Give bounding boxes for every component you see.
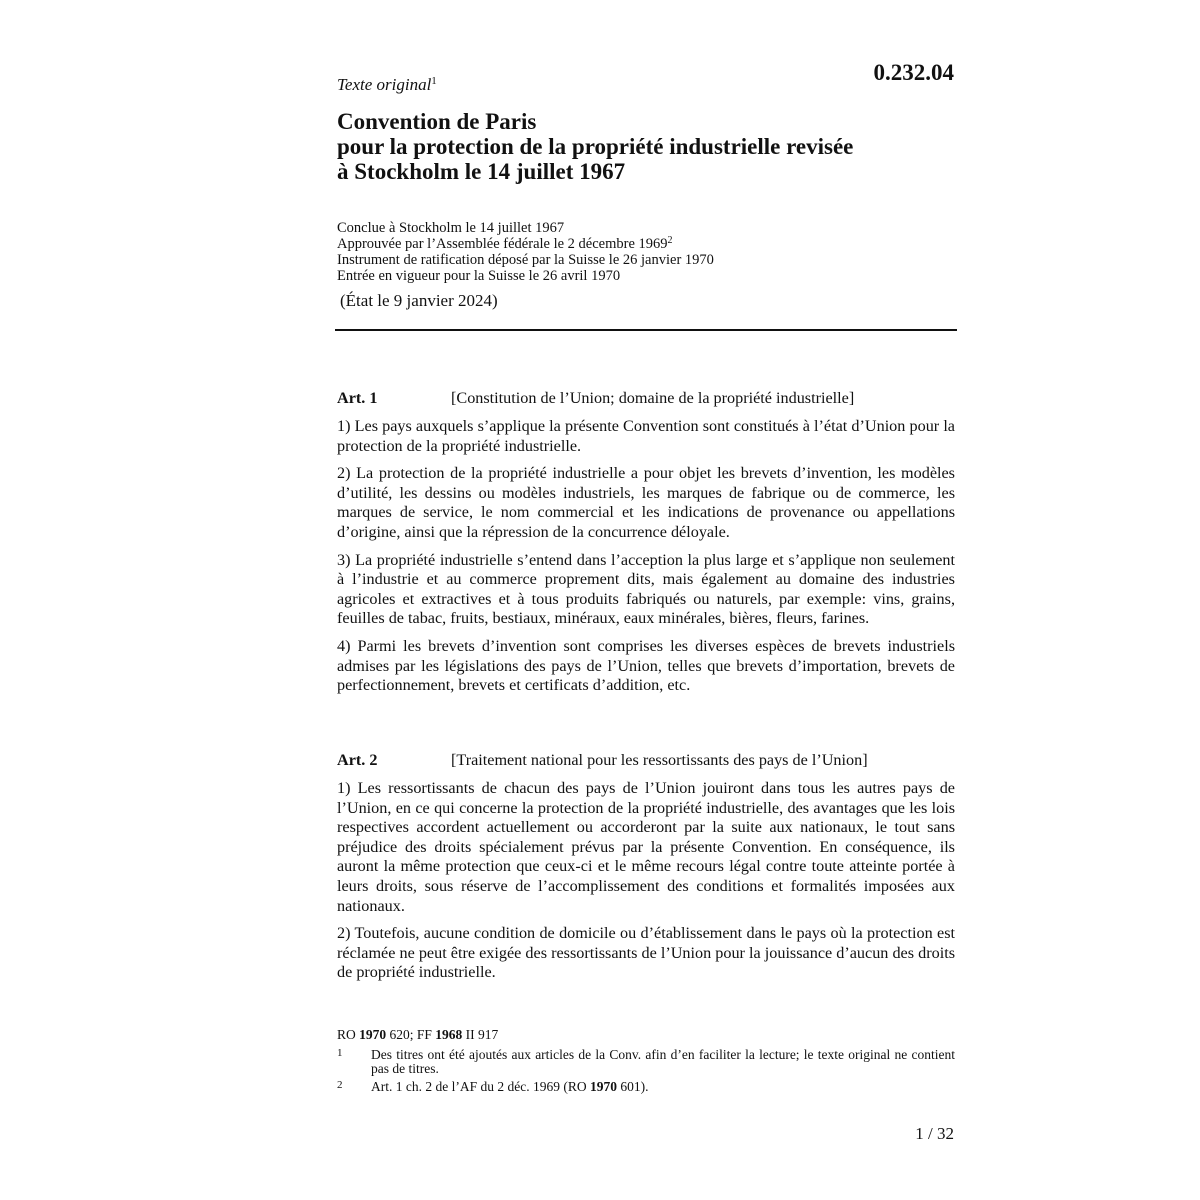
title-line-1: Convention de Paris	[337, 109, 537, 134]
footnote-1	[337, 1048, 955, 1077]
article-heading	[337, 751, 955, 773]
article-paragraph: 3) La propriété industrielle s’entend dans l’acception la plus large et s’applique non seulement à l’industrie et au commerce proprement dits, mais également au domaine des industries agricoles et extractives et à tous produits fabriqués ou naturels, par exemple: vins, grains, feuilles de tabac, fruits, bestiaux, minéraux, eaux minérales, bières, fleurs, farines.	[337, 550, 955, 628]
meta-instrument: Instrument de ratification déposé par la Suisse le 26 janvier 1970	[337, 252, 714, 268]
meta-approuvee-text: Approuvée par l’Assemblée fédérale le 2 décembre 1969	[337, 236, 668, 252]
page-number: 1 / 32	[915, 1124, 954, 1143]
article-title: [Constitution de l’Union; domaine de la propriété industrielle]	[451, 389, 855, 407]
footnote-year: 1970	[589, 1078, 617, 1094]
article-heading	[337, 389, 955, 411]
etat-date: (État le 9 janvier 2024)	[340, 291, 498, 310]
texte-original-text: Texte original	[337, 75, 432, 94]
meta-entree: Entrée en vigueur pour la Suisse le 26 avril 1970	[337, 268, 621, 284]
article-title: [Traitement national pour les ressortissants des pays de l’Union]	[451, 751, 868, 769]
document-title	[337, 109, 957, 184]
footnotes	[337, 1028, 955, 1097]
ro-page: 620; FF	[389, 1027, 432, 1042]
ro-prefix: RO	[337, 1027, 356, 1042]
meta-conclue: Conclue à Stockholm le 14 juillet 1967	[337, 220, 565, 236]
article-paragraph: 2) La protection de la propriété industrielle a pour objet les brevets d’invention, les modèles d’utilité, les dessins ou modèles industriels, les marques de fabrique ou de commerce, les marques de service, le nom commercial et les indications de provenance ou appellations d’origine, ainsi que la répression de la concurrence déloyale.	[337, 464, 955, 541]
ro-year: 1970	[359, 1027, 387, 1042]
footnote-text: Des titres ont été ajoutés aux articles de la Conv. afin d’en faciliter la lecture; le texte original ne contient pas de titres.	[371, 1046, 955, 1076]
article-paragraph: 1) Les ressortissants de chacun des pays de l’Union jouiront dans tous les autres pays de l’Union, en ce qui concerne la protection de la propriété industrielle, des avantages que les lois respectives accordent actuellement ou accorderont par la suite aux nationaux, le tout sans préjudice des droits spécialement prévus par la présente Convention. En conséquence, ils auront la même protection que ceux-ci et le même recours légal contre toute atteinte portée à leurs droits, sous réserve de l’accomplissement des conditions et formalités imposées aux nationaux.	[337, 779, 955, 915]
footnote-text-post: 601).	[620, 1078, 649, 1094]
article-number: Art. 1	[337, 389, 378, 407]
ro-reference	[337, 1028, 955, 1043]
footnote-ref-2[interactable]: 2	[667, 235, 673, 246]
article-paragraph: 2) Toutefois, aucune condition de domicile ou d’établissement dans le pays où la protection est réclamée ne peut être exigée des ressortissants de l’Union pour la jouissance d’aucun des droits de propriété industrielle.	[337, 924, 955, 982]
article-2	[337, 751, 955, 991]
footnote-2	[337, 1080, 955, 1095]
article-paragraph: 1) Les pays auxquels s’applique la présente Convention sont constitués à l’état d’Union pour la protection de la propriété industrielle.	[337, 417, 955, 455]
title-line-3: à Stockholm le 14 juillet 1967	[337, 159, 626, 184]
footnote-number: 2	[337, 1078, 343, 1091]
ff-year: 1968	[435, 1027, 463, 1042]
article-number: Art. 2	[337, 751, 378, 769]
meta-approuvee	[337, 236, 714, 252]
article-paragraph: 4) Parmi les brevets d’invention sont comprises les diverses espèces de brevets industriels admises par les législations des pays de l’Union, telles que brevets d’importation, brevets de perfectionnement, brevets et certificats d’addition, etc.	[337, 636, 955, 695]
rs-number: 0.232.04	[873, 60, 954, 85]
footnote-number: 1	[337, 1046, 343, 1059]
document-metadata	[337, 220, 714, 284]
footnote-text-pre: Art. 1 ch. 2 de l’AF du 2 déc. 1969 (RO	[371, 1078, 587, 1094]
ff-rest: II 917	[465, 1027, 499, 1042]
footnote-ref-1[interactable]: 1	[431, 75, 437, 87]
article-1	[337, 389, 955, 704]
header-divider	[335, 329, 957, 331]
texte-original-label	[337, 75, 437, 95]
title-line-2: pour la protection de la propriété industrielle revisée	[337, 134, 854, 159]
